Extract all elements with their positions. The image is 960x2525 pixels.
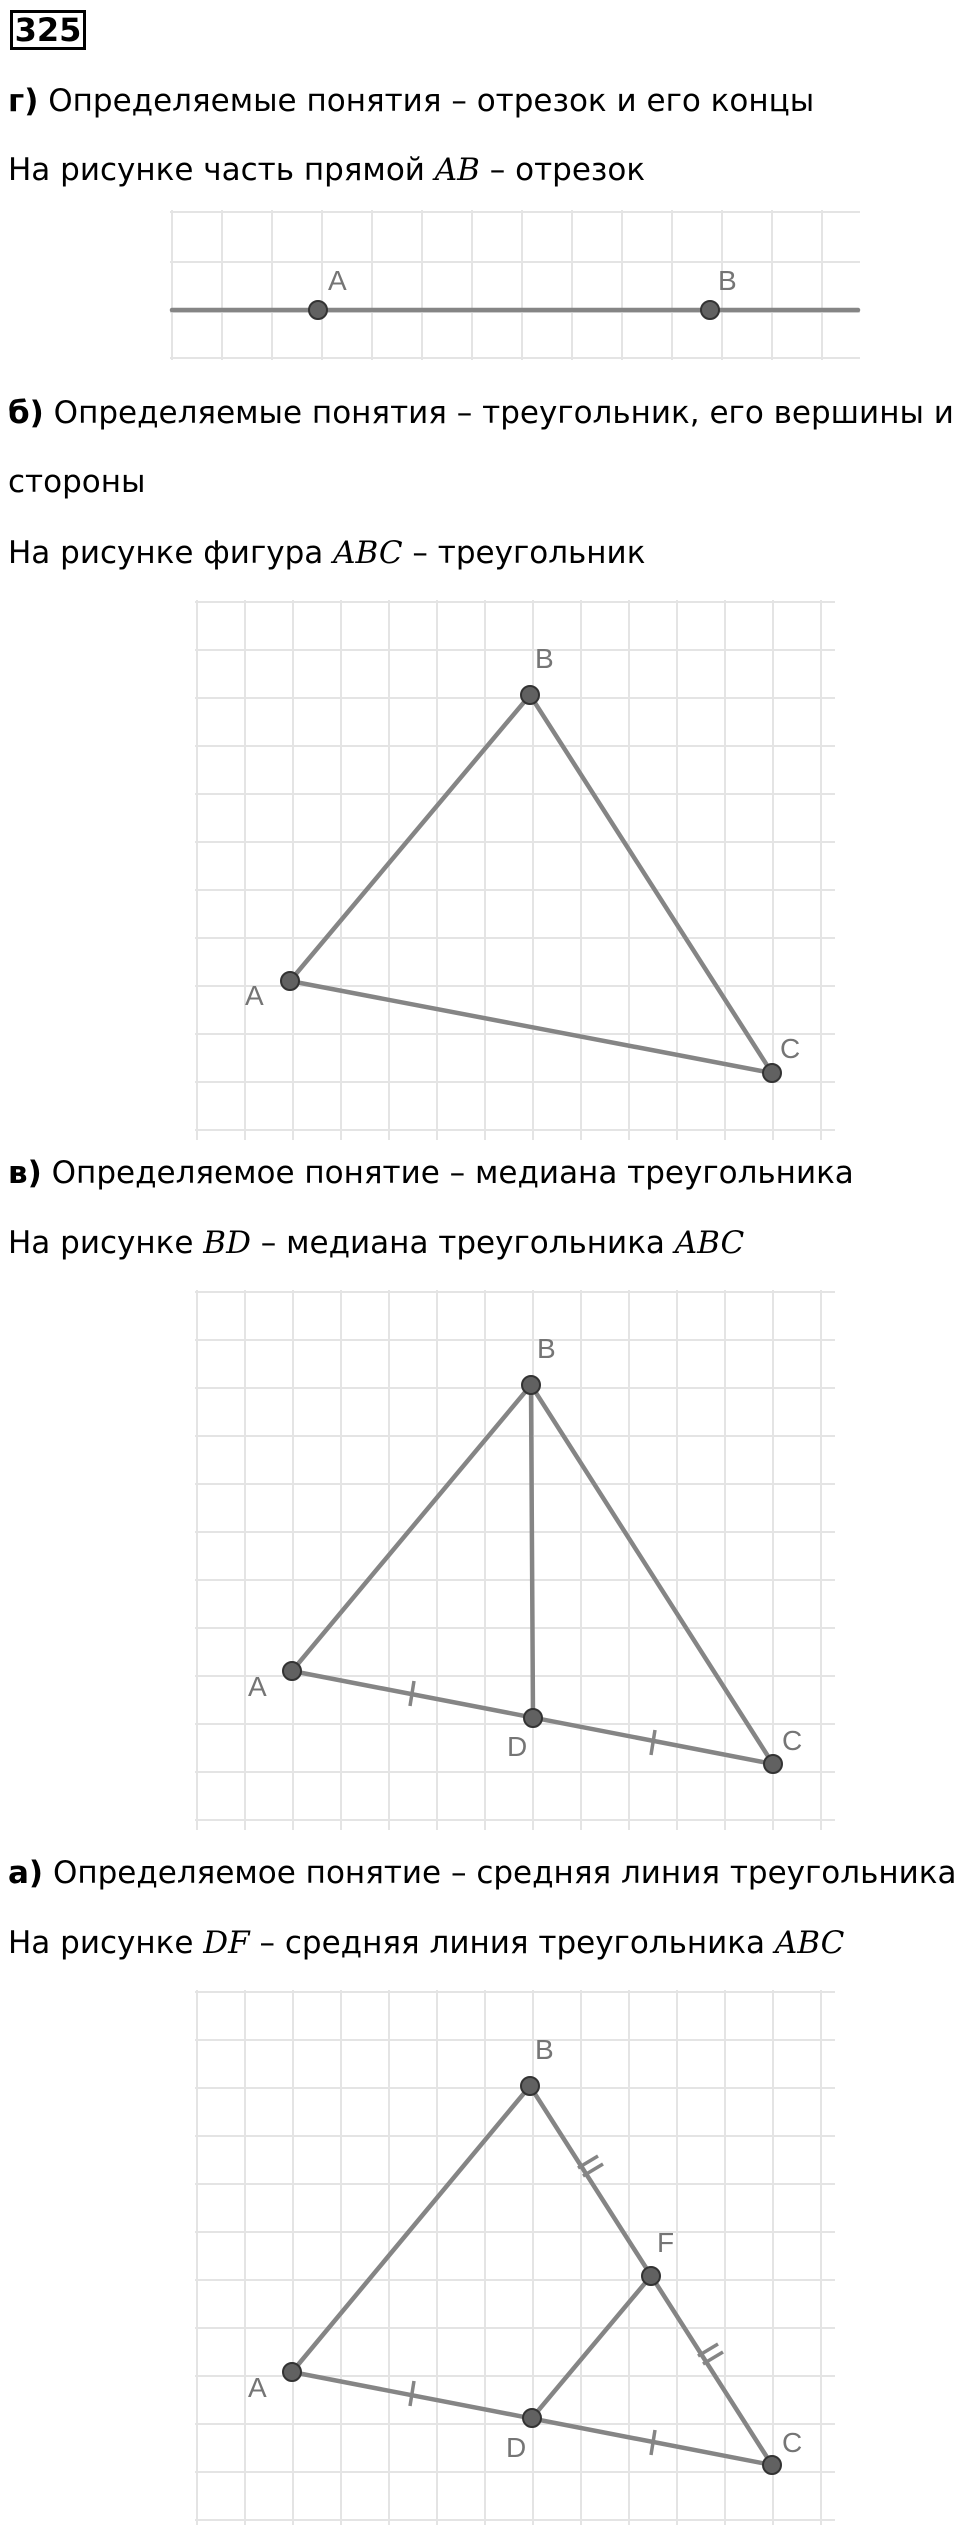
tick-dc	[651, 2430, 655, 2455]
label-a: A	[245, 980, 264, 1011]
section-g-heading: г) Определяемые понятия – отрезок и его концы	[8, 83, 815, 119]
grid	[170, 210, 860, 360]
point-a	[283, 2363, 301, 2381]
label-d: D	[506, 2432, 527, 2463]
label-b: B	[718, 265, 737, 296]
point-c	[763, 1064, 781, 1082]
triangle-abc	[290, 695, 772, 1073]
point-f	[642, 2267, 660, 2285]
point-b	[701, 301, 719, 319]
label-b: B	[537, 1333, 556, 1364]
median-bd	[531, 1385, 533, 1718]
point-a	[309, 301, 327, 319]
section-b-heading: б) Определяемые понятия – треугольник, его вершины и	[8, 395, 954, 431]
section-letter: а)	[8, 1855, 44, 1891]
section-letter: в)	[8, 1155, 42, 1191]
label-d: D	[507, 1731, 528, 1762]
label-b: B	[535, 643, 554, 674]
section-g-caption: На рисунке часть прямой AB – отрезок	[8, 152, 646, 188]
section-letter: г)	[8, 83, 39, 119]
section-b-caption: На рисунке фигура ABC – треугольник	[8, 535, 646, 571]
point-d	[524, 1709, 542, 1727]
point-a	[283, 1662, 301, 1680]
segment-figure	[170, 210, 860, 360]
median-figure	[195, 1290, 835, 1830]
label-c: C	[782, 2427, 803, 2458]
section-a-heading: а) Определяемое понятие – средняя линия треугольника	[8, 1855, 957, 1891]
label-c: C	[782, 1725, 803, 1756]
label-a: A	[328, 265, 347, 296]
label-f: F	[657, 2227, 675, 2258]
grid	[195, 600, 835, 1140]
label-a: A	[248, 2372, 267, 2403]
point-a	[281, 972, 299, 990]
point-b	[522, 1376, 540, 1394]
problem-number: 325	[10, 10, 86, 50]
point-c	[763, 2456, 781, 2474]
point-d	[523, 2409, 541, 2427]
section-a-caption: На рисунке DF – средняя линия треугольника ABC	[8, 1925, 845, 1961]
section-b-heading-cont: стороны	[8, 464, 146, 500]
section-v-heading: в) Определяемое понятие – медиана треугольника	[8, 1155, 854, 1191]
point-b	[521, 686, 539, 704]
tick-ad	[410, 1681, 414, 1706]
tick-ad	[410, 2381, 414, 2406]
midline-figure	[195, 1990, 835, 2525]
section-v-caption: На рисунке BD – медиана треугольника ABC	[8, 1225, 745, 1261]
tick-dc	[651, 1730, 655, 1755]
section-letter: б)	[8, 395, 44, 431]
label-c: C	[780, 1033, 801, 1064]
point-b	[521, 2077, 539, 2095]
midline-df	[532, 2276, 651, 2418]
label-a: A	[248, 1671, 267, 1702]
label-b: B	[535, 2034, 554, 2065]
triangle-figure	[195, 600, 835, 1140]
point-c	[764, 1755, 782, 1773]
